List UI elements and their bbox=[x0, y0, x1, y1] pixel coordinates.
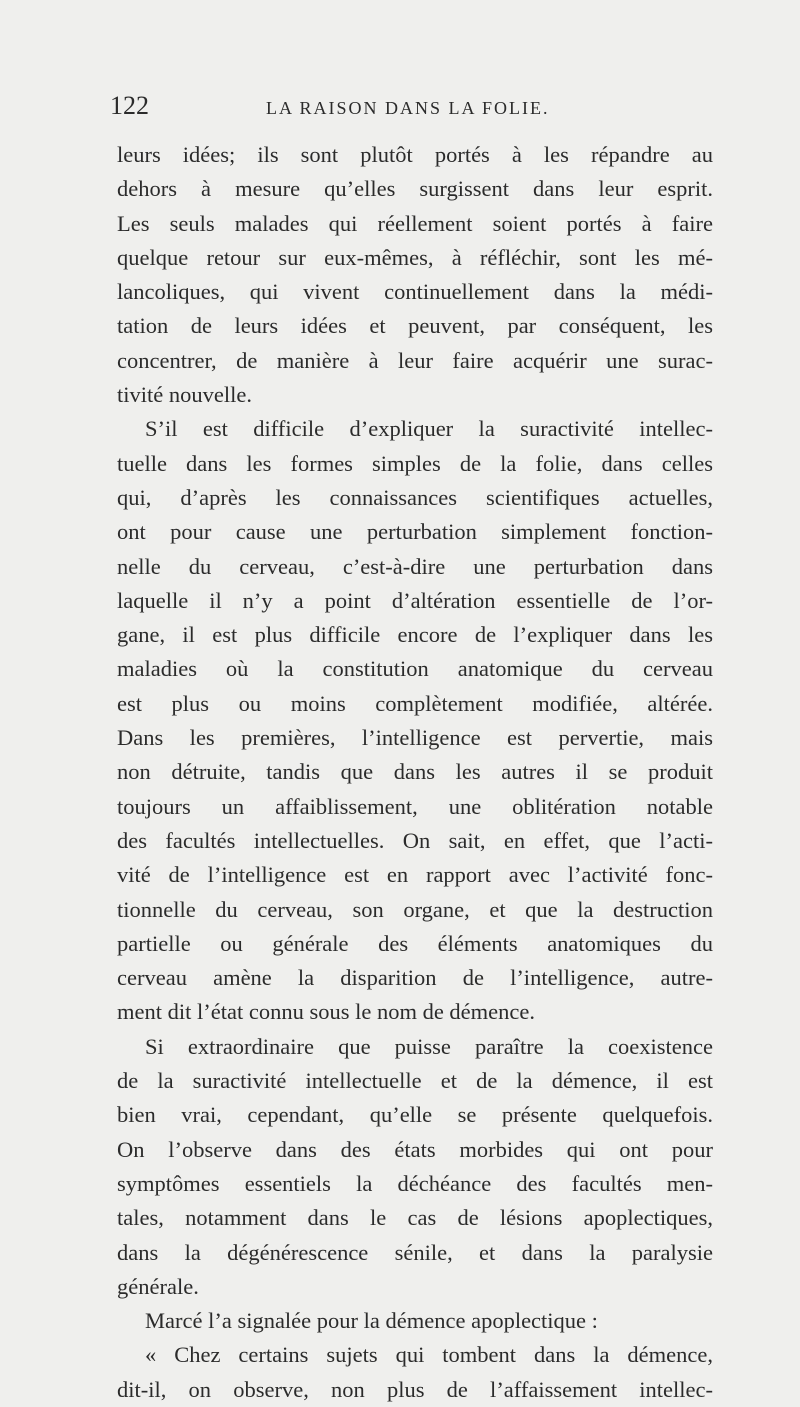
text-line: Les seuls malades qui réellement soient portés à faire bbox=[117, 210, 713, 236]
text-line: ont pour cause une perturbation simplement fonction- bbox=[117, 519, 713, 545]
text-line: Marcé l’a signalée pour la démence apoplectique : bbox=[145, 1308, 598, 1334]
text-line: bien vrai, cependant, qu’elle se présente quelquefois. bbox=[117, 1102, 713, 1128]
text-line: Si extraordinaire que puisse paraître la coexistence bbox=[145, 1033, 713, 1059]
text-line: leurs idées; ils sont plutôt portés à les répandre au bbox=[117, 142, 713, 167]
text-line: partielle ou générale des éléments anatomiques du bbox=[117, 930, 713, 956]
text-line: lancoliques, qui vivent continuellement dans la médi- bbox=[117, 279, 713, 305]
text-line: nelle du cerveau, c’est-à-dire une perturbation dans bbox=[117, 553, 713, 579]
text-line: symptômes essentiels la déchéance des facultés men- bbox=[117, 1170, 713, 1196]
text-line: dehors à mesure qu’elles surgissent dans leur esprit. bbox=[117, 176, 713, 202]
text-line: tionnelle du cerveau, son organe, et que la destruction bbox=[117, 896, 713, 922]
text-line: « Chez certains sujets qui tombent dans la démence, bbox=[145, 1342, 713, 1368]
text-line: quelque retour sur eux-mêmes, à réfléchir, sont les mé- bbox=[117, 244, 713, 270]
text-line: gane, il est plus difficile encore de l’expliquer dans les bbox=[117, 622, 713, 648]
running-head: LA RAISON DANS LA FOLIE. bbox=[266, 98, 550, 118]
text-line: maladies où la constitution anatomique du cerveau bbox=[117, 656, 713, 682]
text-line: concentrer, de manière à leur faire acquérir une surac- bbox=[117, 347, 713, 373]
text-line: S’il est difficile d’expliquer la suractivité intellec- bbox=[145, 416, 713, 442]
body-text bbox=[117, 138, 713, 1407]
text-line: ment dit l’état connu sous le nom de démence. bbox=[117, 999, 536, 1025]
text-line: On l’observe dans des états morbides qui ont pour bbox=[117, 1136, 713, 1162]
text-line: laquelle il n’y a point d’altération essentielle de l’or- bbox=[117, 587, 713, 613]
text-line: tivité nouvelle. bbox=[117, 382, 252, 408]
page-number: 122 bbox=[110, 91, 149, 120]
text-line: de la suractivité intellectuelle et de la démence, il est bbox=[117, 1068, 713, 1094]
text-line: des facultés intellectuelles. On sait, en effet, que l’acti- bbox=[117, 827, 713, 853]
text-line: non détruite, tandis que dans les autres il se produit bbox=[117, 759, 713, 785]
text-line: Dans les premières, l’intelligence est pervertie, mais bbox=[117, 725, 713, 751]
text-line: est plus ou moins complètement modifiée, altérée. bbox=[117, 690, 713, 716]
text-line: dit-il, on observe, non plus de l’affaissement intellec- bbox=[117, 1376, 713, 1402]
text-line: cerveau amène la disparition de l’intelligence, autre- bbox=[117, 965, 713, 991]
text-line: dans la dégénérescence sénile, et dans la paralysie bbox=[117, 1239, 713, 1265]
text-line: tales, notamment dans le cas de lésions apoplectiques, bbox=[117, 1205, 713, 1231]
text-line: générale. bbox=[117, 1273, 199, 1299]
text-line: qui, d’après les connaissances scientifiques actuelles, bbox=[117, 484, 713, 510]
text-line: tuelle dans les formes simples de la folie, dans celles bbox=[117, 450, 713, 476]
text-line: toujours un affaiblissement, une oblitération notable bbox=[117, 793, 713, 819]
page-header bbox=[110, 86, 700, 126]
text-line: tation de leurs idées et peuvent, par conséquent, les bbox=[117, 313, 713, 339]
text-line: vité de l’intelligence est en rapport avec l’activité fonc- bbox=[117, 862, 713, 888]
